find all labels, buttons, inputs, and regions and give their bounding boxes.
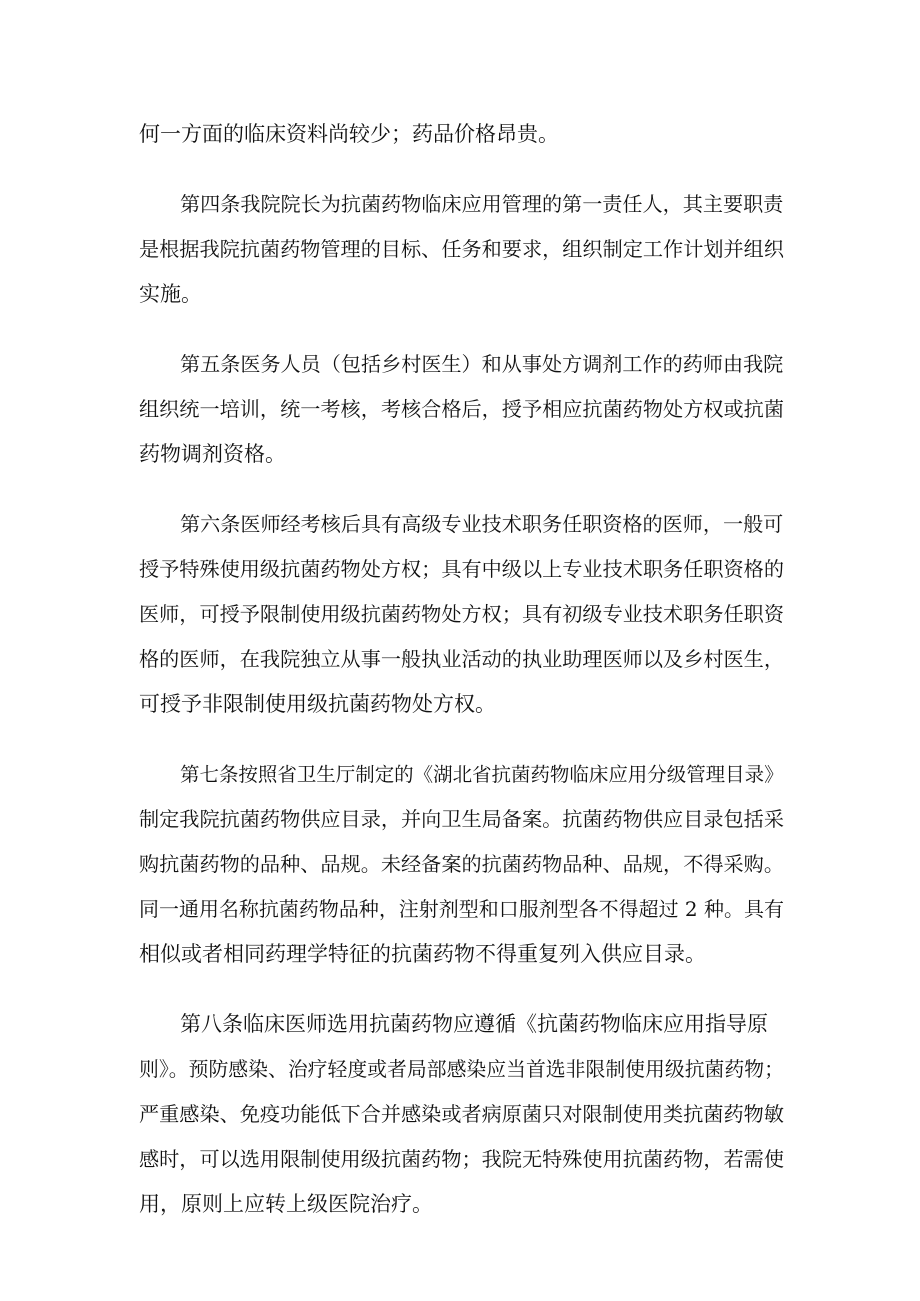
text-line: 组织统一培训，统一考核，考核合格后，授予相应抗菌药物处方权或抗菌 [139,397,784,421]
paragraph-article-6 [139,502,784,727]
text-line: 是根据我院抗菌药物管理的目标、任务和要求，组织制定工作计划并组织 [139,237,784,261]
text-line: 第四条我院院长为抗菌药物临床应用管理的第一责任人，其主要职责 [180,192,784,216]
text-line: 同一通用名称抗菌药物品种，注射剂型和口服剂型各不得超过 2 种。具有 [139,897,784,921]
text-line: 相似或者相同药理学特征的抗菌药物不得重复列入供应目录。 [139,942,706,966]
text-line: 授予特殊使用级抗菌药物处方权；具有中级以上专业技术职务任职资格的 [139,557,784,581]
text-line: 实施。 [139,282,202,306]
text-line: 第八条临床医师选用抗菌药物应遵循《抗菌药物临床应用指导原 [180,1012,768,1036]
text-line: 第五条医务人员（包括乡村医生）和从事处方调剂工作的药师由我院 [180,352,784,376]
text-line: 药物调剂资格。 [139,442,286,466]
paragraph-article-5 [139,342,784,477]
text-line: 可授予非限制使用级抗菌药物处方权。 [139,692,496,716]
text-line: 则》。预防感染、治疗轻度或者局部感染应当首选非限制使用级抗菌药物； [139,1058,784,1081]
text-line: 何一方面的临床资料尚较少；药品价格昂贵。 [139,122,559,146]
document-body [139,112,784,1227]
paragraph-article-8 [139,1002,784,1227]
text-line: 制定我院抗菌药物供应目录，并向卫生局备案。抗菌药物供应目录包括采 [139,807,784,831]
text-line: 第七条按照省卫生厅制定的《湖北省抗菌药物临床应用分级管理目录》 [180,763,784,786]
paragraph-article-4 [139,182,784,317]
text-line: 格的医师，在我院独立从事一般执业活动的执业助理医师以及乡村医生， [139,647,784,671]
text-line: 医师，可授予限制使用级抗菌药物处方权；具有初级专业技术职务任职资 [139,602,784,626]
text-line: 第六条医师经考核后具有高级专业技术职务任职资格的医师，一般可 [180,512,784,536]
text-line: 用，原则上应转上级医院治疗。 [139,1192,433,1216]
paragraph-article-7 [139,752,784,977]
text-line: 购抗菌药物的品种、品规。未经备案的抗菌药物品种、品规，不得采购。 [139,852,784,876]
paragraph-continuation [139,112,784,157]
text-line: 感时，可以选用限制使用级抗菌药物；我院无特殊使用抗菌药物，若需使 [139,1147,784,1171]
text-line: 严重感染、免疫功能低下合并感染或者病原菌只对限制使用类抗菌药物敏 [139,1102,784,1126]
